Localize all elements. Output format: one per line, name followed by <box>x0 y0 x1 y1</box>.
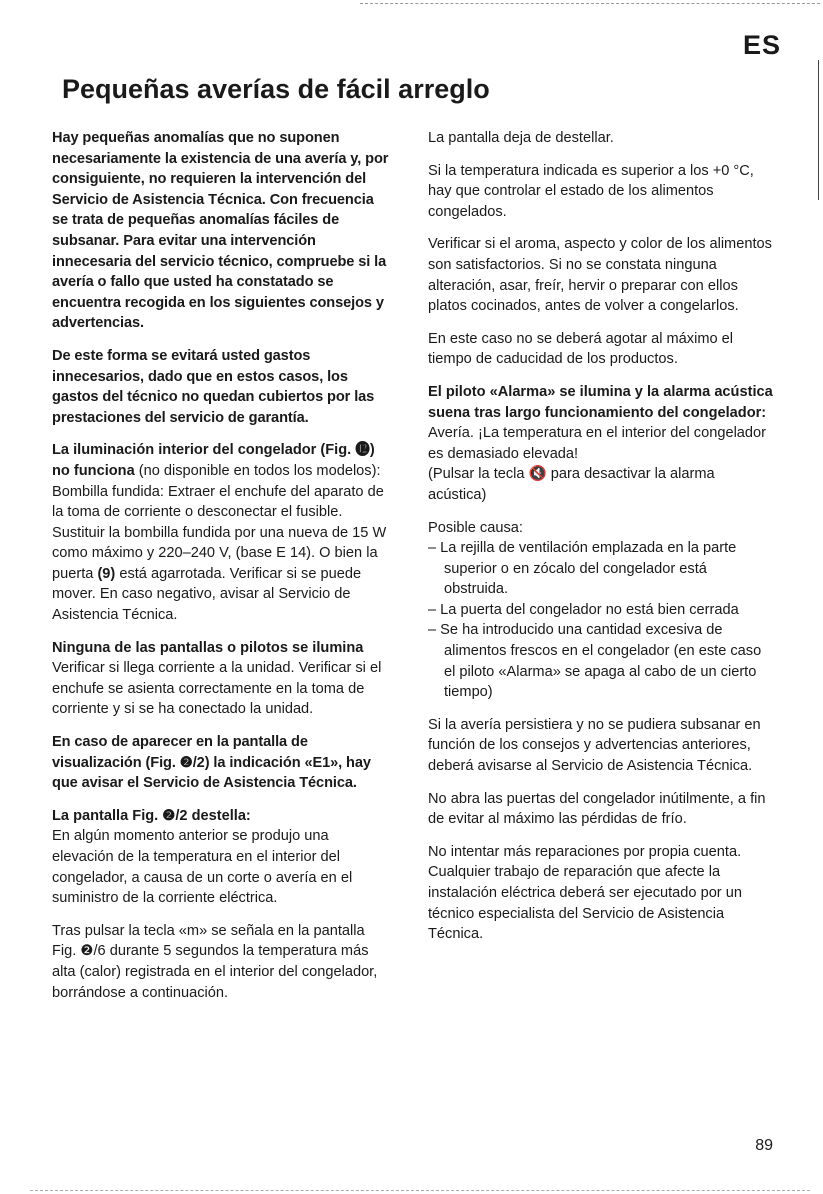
paragraph-no-repairs: No intentar más reparaciones por propia cuenta. Cualquier trabajo de reparación que afecte la instalación eléctrica deberá ser ejecutado por un técnico especialista del Servicio de Asistencia Técnica. <box>428 843 742 943</box>
section-display-flashes-body-2 <box>52 921 390 1003</box>
text-span: (Pulsar la tecla <box>428 466 529 483</box>
page-number: 89 <box>755 1137 773 1154</box>
top-rule <box>360 3 820 4</box>
bottom-rule <box>30 1190 810 1191</box>
left-column <box>52 128 390 1015</box>
figure-reference: (9) <box>97 565 116 582</box>
paragraph-call-service: Si la avería persistiera y no se pudiera subsanar en función de los consejos y advertencias anteriores, deberá avisarse al Servicio de Asistencia Técnica. <box>428 716 761 775</box>
edge-mark <box>818 60 819 200</box>
section-display-flashes <box>52 806 390 909</box>
section-interior-light-note: (no disponible en todos los modelos): <box>134 462 381 479</box>
section-interior-light-body-end: está agarrotada. Verificar si se puede mover. En caso negativo, avisar al Servicio de Asistencia Técnica. <box>52 565 362 624</box>
cause-item: – La rejilla de ventilación emplazada en la parte superior o en zócalo del congelador está obstruida. <box>428 540 737 598</box>
cause-item: – La puerta del congelador no está bien cerrada <box>428 601 739 618</box>
section-interior-light-heading: La iluminación interior del congelador (Fig. ⓬) no funciona <box>52 442 375 479</box>
text-span: Tras pulsar la tecla «m» se señala en la pantalla Fig. <box>52 922 365 960</box>
paragraph-verify-food: Verificar si el aroma, aspecto y color de los alimentos son satisfactorios. Si no se constata ninguna alteración, asar, freír, hervir o preparar con ellos platos cocinados, antes de volver a congelarlos. <box>428 236 772 315</box>
section-display-flashes-heading: La pantalla Fig. ❷/2 destella: <box>52 807 251 824</box>
section-interior-light <box>52 440 390 625</box>
paragraph-display-stops: La pantalla deja de destellar. <box>428 130 614 146</box>
page-title: Pequeñas averías de fácil arreglo <box>62 74 490 104</box>
text-span: durante 5 segundos la temperatura más alta (calor) registrada en el interior del congelador, borrándose a continuación. <box>52 943 378 1001</box>
intro-paragraph-2: De este forma se evitará usted gastos innecesarios, dado que en estos casos, los gastos del técnico no quedan cubiertos por las prestaciones del servicio de garantía. <box>52 347 375 426</box>
section-no-display-body: Verificar si llega corriente a la unidad. Verificar si el enchufe se asienta correctamente en la toma de corriente y si se ha conectado la unidad. <box>52 660 382 718</box>
intro-paragraph-1: Hay pequeñas anomalías que no suponen necesariamente la existencia de una avería y, por consiguiente, no requieren la intervención del Servicio de Asistencia Técnica. Con frecuencia se trata de pequeñas anomalías fáciles de subsanar. Para evitar una intervención innecesaria del servicio técnico, compruebe si la avería o fallo que usted ha constatado se encuentra recogida en los siguientes consejos y advertencias. <box>52 130 389 332</box>
figure-reference: ❷/6 <box>80 943 106 960</box>
alarm-off-key-icon: 🔇 <box>528 466 547 483</box>
section-no-display-heading: Ninguna de las pantallas o pilotos se ilumina <box>52 639 364 656</box>
section-alarm-heading: El piloto «Alarma» se ilumina y la alarma acústica suena tras largo funcionamiento del congelador: <box>428 383 773 421</box>
section-interior-light-body: Bombilla fundida: Extraer el enchufe del aparato de la toma de corriente o desconectar el fusible. Sustituir la bombilla fundida por una nueva de 15 W como máximo y 220–240 V, (base E 14). O bien la puerta <box>52 483 387 582</box>
right-column <box>428 128 773 957</box>
possible-causes <box>428 518 773 703</box>
section-alarm-body: Avería. ¡La temperatura en el interior del congelador es demasiado elevada! <box>428 425 767 462</box>
paragraph-doors: No abra las puertas del congelador inútilmente, a fin de evitar al máximo las pérdidas de frío. <box>428 790 766 828</box>
section-e1-indication: En caso de aparecer en la pantalla de visualización (Fig. ❷/2) la indicación «E1», hay que avisar el Servicio de Asistencia Técnica. <box>52 734 371 792</box>
paragraph-temperature-check: Si la temperatura indicada es superior a los +0 °C, hay que controlar el estado de los alimentos congelados. <box>428 162 754 220</box>
section-no-display <box>52 638 390 720</box>
possible-causes-label: Posible causa: <box>428 519 523 536</box>
text-span: para desactivar la alarma acústica) <box>428 466 715 503</box>
section-display-flashes-body: En algún momento anterior se produjo una elevación de la temperatura en el interior del congelador, a causa de un corte o avería en el suministro de la corriente eléctrica. <box>52 828 353 907</box>
cause-item: – Se ha introducido una cantidad excesiva de alimentos frescos en el congelador (en este caso el piloto «Alarma» se apaga al cabo de un cierto tiempo) <box>428 622 762 701</box>
language-code: ES <box>742 30 781 60</box>
paragraph-expiry: En este caso no se deberá agotar al máximo el tiempo de caducidad de los productos. <box>428 330 734 368</box>
section-alarm <box>428 382 773 506</box>
